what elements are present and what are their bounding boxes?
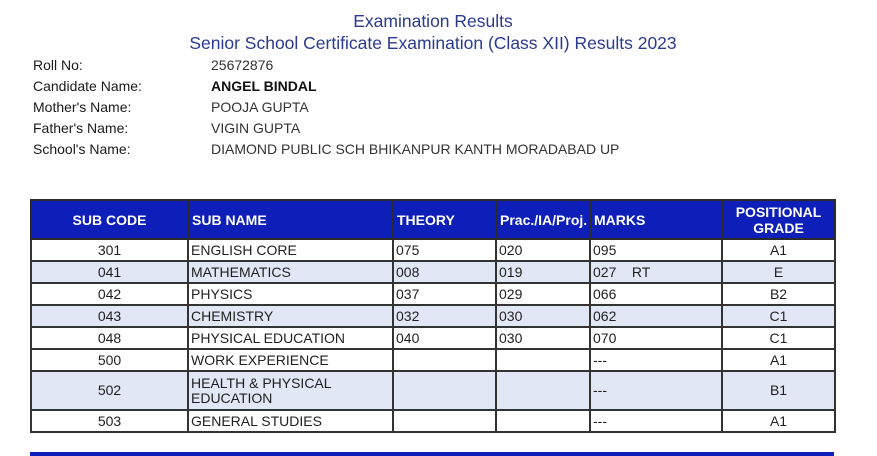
- sub-name-cell: WORK EXPERIENCE: [188, 349, 393, 371]
- table-row: [31, 410, 835, 432]
- theory-cell: 037: [393, 283, 496, 305]
- marks-cell: ---: [590, 410, 722, 432]
- roll-no-value: 25672876: [211, 57, 274, 73]
- father-name-label: Father's Name:: [33, 120, 129, 136]
- father-name-value: VIGIN GUPTA: [211, 120, 301, 136]
- grade-cell: A1: [722, 239, 835, 261]
- sub-code-cell: 048: [31, 327, 188, 349]
- sub-code-cell: 043: [31, 305, 188, 327]
- grade-cell: C1: [722, 305, 835, 327]
- theory-cell: [393, 371, 496, 410]
- sub-code-cell: 503: [31, 410, 188, 432]
- marks-cell: ---: [590, 349, 722, 371]
- sub-name-cell: HEALTH & PHYSICAL EDUCATION: [188, 371, 393, 410]
- grade-cell: E: [722, 261, 835, 283]
- prac-cell: 029: [496, 283, 590, 305]
- father-name-row: [33, 118, 619, 139]
- sub-code-cell: 301: [31, 239, 188, 261]
- sub-name-cell: PHYSICS: [188, 283, 393, 305]
- sub-name-cell: PHYSICAL EDUCATION: [188, 327, 393, 349]
- school-name-row: [33, 139, 619, 160]
- prac-cell: [496, 349, 590, 371]
- header-sub-name: SUB NAME: [188, 200, 393, 239]
- mother-name-label: Mother's Name:: [33, 99, 132, 115]
- header-prac: Prac./IA/Proj.: [496, 200, 590, 239]
- results-table: [30, 199, 836, 433]
- header-theory: THEORY: [393, 200, 496, 239]
- table-row: [31, 283, 835, 305]
- sub-code-cell: 500: [31, 349, 188, 371]
- sub-code-cell: 042: [31, 283, 188, 305]
- marks-cell: ---: [590, 371, 722, 410]
- prac-cell: 019: [496, 261, 590, 283]
- table-row: [31, 261, 835, 283]
- grade-cell: B2: [722, 283, 835, 305]
- header-sub-code: SUB CODE: [31, 200, 188, 239]
- page-title: Examination Results: [353, 11, 513, 31]
- marks-cell: 070: [590, 327, 722, 349]
- sub-name-cell: CHEMISTRY: [188, 305, 393, 327]
- marks-cell: 062: [590, 305, 722, 327]
- prac-cell: [496, 371, 590, 410]
- table-row: [31, 327, 835, 349]
- grade-cell: C1: [722, 327, 835, 349]
- grade-cell: A1: [722, 410, 835, 432]
- sub-code-cell: 041: [31, 261, 188, 283]
- prac-cell: 030: [496, 305, 590, 327]
- candidate-name-value: ANGEL BINDAL: [211, 78, 317, 94]
- grade-cell: B1: [722, 371, 835, 410]
- roll-no-label: Roll No:: [33, 57, 83, 73]
- sub-name-cell: GENERAL STUDIES: [188, 410, 393, 432]
- marks-cell: 027 RT: [590, 261, 722, 283]
- theory-cell: 075: [393, 239, 496, 261]
- candidate-name-row: [33, 76, 619, 97]
- header-marks: MARKS: [590, 200, 722, 239]
- school-name-value: DIAMOND PUBLIC SCH BHIKANPUR KANTH MORADABAD UP: [211, 141, 620, 157]
- prac-cell: 030: [496, 327, 590, 349]
- mother-name-value: POOJA GUPTA: [211, 99, 309, 115]
- table-header-row: [31, 200, 835, 239]
- marks-cell: 066: [590, 283, 722, 305]
- sub-name-cell: MATHEMATICS: [188, 261, 393, 283]
- candidate-info: [33, 55, 619, 160]
- theory-cell: 032: [393, 305, 496, 327]
- table-row: [31, 305, 835, 327]
- mother-name-row: [33, 97, 619, 118]
- theory-cell: 040: [393, 327, 496, 349]
- theory-cell: [393, 349, 496, 371]
- grade-cell: A1: [722, 349, 835, 371]
- prac-cell: 020: [496, 239, 590, 261]
- table-row: [31, 371, 835, 410]
- table-row: [31, 349, 835, 371]
- table-row: [31, 239, 835, 261]
- page-subtitle: Senior School Certificate Examination (Class XII) Results 2023: [189, 33, 677, 53]
- theory-cell: 008: [393, 261, 496, 283]
- sub-code-cell: 502: [31, 371, 188, 410]
- school-name-label: School's Name:: [33, 141, 131, 157]
- marks-cell: 095: [590, 239, 722, 261]
- header-positional-grade: POSITIONAL GRADE: [722, 200, 835, 239]
- roll-no-row: [33, 55, 619, 76]
- sub-name-cell: ENGLISH CORE: [188, 239, 393, 261]
- prac-cell: [496, 410, 590, 432]
- theory-cell: [393, 410, 496, 432]
- candidate-name-label: Candidate Name:: [33, 78, 142, 94]
- results-header: [0, 10, 866, 54]
- table-bottom-bar: [30, 452, 834, 456]
